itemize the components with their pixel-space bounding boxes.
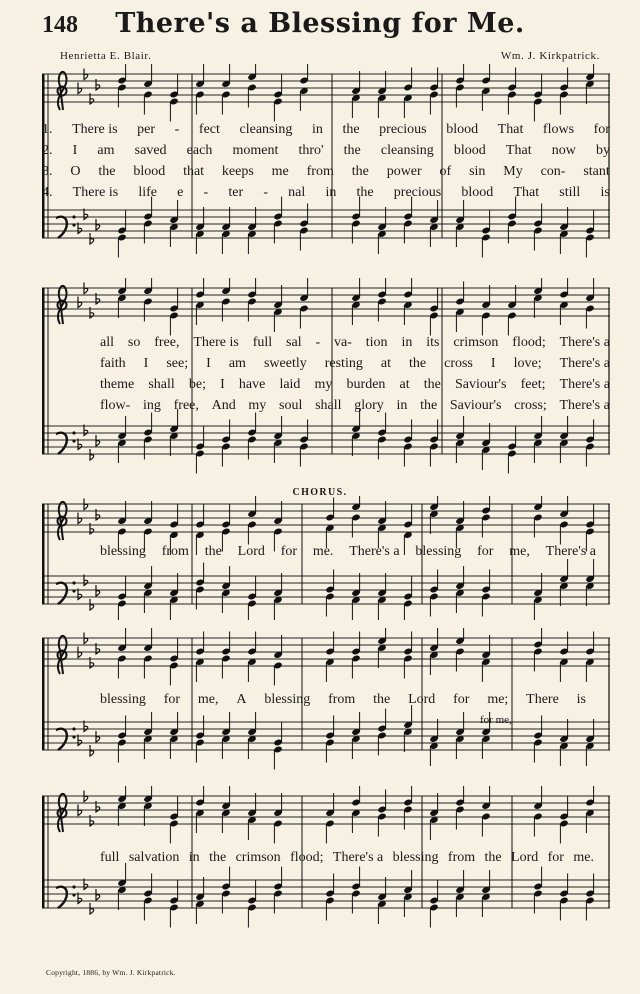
lyric-syllable: theme [100, 377, 135, 392]
bass-clef-icon [72, 431, 75, 434]
chorus-label: CHORUS. [292, 487, 348, 498]
lyric-syllable: the [356, 185, 374, 200]
chorus-line [100, 692, 586, 714]
lyric-syllable: I [206, 356, 211, 371]
lyric-syllable: soul [279, 398, 303, 413]
lyric-syllable: is [600, 185, 610, 200]
lyric-syllable: the [342, 122, 360, 137]
lyric-syllable: the [408, 356, 427, 371]
lyric-syllable: crimson [453, 335, 499, 350]
lyric-syllable: from [306, 164, 334, 179]
flat-sign-icon [96, 731, 100, 742]
lyric-syllable: is [576, 692, 586, 707]
flat-sign-icon [84, 69, 88, 80]
flat-sign-icon [96, 219, 100, 230]
lyric-syllable: its [426, 335, 440, 350]
lyric-syllable: Lord [511, 850, 539, 865]
lyric-syllable: my [314, 377, 333, 392]
bass-clef-icon [72, 439, 75, 442]
lyric-syllable: Saviour's [449, 398, 502, 413]
lyric-syllable: And [211, 398, 236, 413]
lyric-syllable: - [174, 122, 180, 137]
lyric-syllable: blood [446, 122, 479, 137]
lyric-syllable: blood [453, 143, 486, 158]
lyric-syllable: now [551, 143, 576, 158]
flat-sign-icon [84, 633, 88, 644]
verse-line [100, 335, 610, 357]
copyright-notice: Copyright, 1886, by Wm. J. Kirkpatrick. [46, 968, 176, 977]
lyric-syllable: stant [583, 164, 610, 179]
lyric-syllable: in [325, 185, 337, 200]
lyric-syllable: blessing [392, 850, 439, 865]
lyric-syllable: shall [148, 377, 175, 392]
lyric-syllable: power [386, 164, 422, 179]
lyric-syllable: from [447, 850, 476, 865]
hymn-title: There's a Blessing for Me. [115, 8, 525, 39]
lyric-syllable: That [497, 122, 524, 137]
music-system-3 [42, 496, 610, 620]
flat-sign-icon [96, 889, 100, 900]
lyric-syllable: There is [193, 335, 239, 350]
lyric-syllable: I [220, 377, 225, 392]
lyric-syllable: all [100, 335, 114, 350]
lyric-syllable: There's a [559, 356, 610, 371]
lyric-syllable: That [513, 185, 540, 200]
lyric-syllable: sweetly [263, 356, 307, 371]
lyric-syllable: from [161, 544, 189, 559]
bass-clef-icon [72, 735, 75, 738]
lyric-syllable: keeps [221, 164, 254, 179]
lyric-syllable: the [343, 143, 361, 158]
lyric-syllable: That [505, 143, 532, 158]
lyric-syllable: laid [279, 377, 301, 392]
lyric-syllable: for [547, 850, 564, 865]
lyric-syllable: cleansing [239, 122, 293, 137]
lyric-syllable: - [203, 185, 209, 200]
lyric-syllable: There is [72, 185, 119, 200]
lyric-syllable: me, [197, 692, 219, 707]
verse-line [100, 398, 610, 420]
lyric-syllable: - [263, 185, 268, 200]
verse-line [100, 356, 610, 378]
lyric-syllable: nal [288, 185, 306, 200]
lyric-syllable: the [209, 850, 227, 865]
bass-clef-icon [72, 223, 75, 226]
lyric-syllable: ter [228, 185, 244, 200]
treble-clef-icon [58, 286, 67, 324]
lyric-syllable: the [484, 850, 502, 865]
lyric-syllable: Saviour's [454, 377, 507, 392]
lyric-syllable: saved [134, 143, 167, 158]
verse-line [42, 185, 610, 207]
lyric-syllable: in [188, 850, 200, 865]
flat-sign-icon [78, 297, 82, 308]
bass-clef-icon [56, 583, 67, 604]
chorus-line [100, 544, 596, 566]
lyric-syllable: va- [334, 335, 352, 350]
lyric-syllable: flood; [512, 335, 546, 350]
lyric-syllable: There is [72, 122, 118, 137]
flat-sign-icon [90, 233, 94, 244]
lyric-syllable: me, [509, 544, 530, 559]
lyric-syllable: O [70, 164, 81, 179]
lyric-syllable: the [98, 164, 116, 179]
lyric-syllable: 2. [42, 143, 53, 158]
lyric-syllable: have [238, 377, 266, 392]
lyric-syllable: for [280, 544, 298, 559]
lyric-syllable: My [503, 164, 523, 179]
lyric-syllable: be; [188, 377, 206, 392]
verses-system-2 [42, 335, 640, 425]
lyricist-credit: Henrietta E. Blair. [60, 50, 152, 62]
lyric-syllable: am [228, 356, 246, 371]
lyric-syllable: I [72, 143, 78, 158]
treble-clef-icon [58, 72, 67, 110]
lyric-syllable: There [526, 692, 559, 707]
music-system-4 [42, 628, 610, 778]
lyric-syllable: cleansing [380, 143, 434, 158]
bass-clef-icon [72, 215, 75, 218]
lyric-syllable: the [373, 692, 391, 707]
lyric-syllable: precious [379, 122, 427, 137]
lyric-syllable: shall [315, 398, 342, 413]
verse-line [42, 143, 610, 165]
lyric-syllable: cross; [514, 398, 547, 413]
lyric-syllable: e [177, 185, 184, 200]
lyric-syllable: still [559, 185, 581, 200]
bass-clef-icon [72, 727, 75, 730]
music-system-2 [42, 278, 610, 488]
lyric-syllable: for [477, 544, 494, 559]
flat-sign-icon [78, 647, 82, 658]
lyric-syllable: There's a [349, 544, 400, 559]
flat-sign-icon [90, 903, 94, 914]
flat-sign-icon [84, 791, 88, 802]
lyric-syllable: A [236, 692, 247, 707]
lyric-syllable: me. [312, 544, 334, 559]
lyric-syllable: There's a [545, 544, 596, 559]
lyric-syllable: faith [100, 356, 126, 371]
lyric-syllable: Lord [408, 692, 436, 707]
lyric-syllable: blood [461, 185, 494, 200]
lyric-syllable: the [204, 544, 222, 559]
music-system-1 [42, 64, 610, 274]
lyric-syllable: see; [166, 356, 189, 371]
lyric-syllable: There's a [332, 850, 384, 865]
lyric-syllable: blessing [415, 544, 462, 559]
bass-clef-icon [72, 581, 75, 584]
lyric-syllable: There's a [559, 377, 610, 392]
verses-system-1 [42, 122, 610, 212]
lyric-syllable: in [401, 335, 413, 350]
treble-clef-icon [58, 502, 67, 540]
lyric-syllable: 3. [42, 164, 53, 179]
lyric-syllable: There's a [559, 398, 610, 413]
lyric-syllable: flood; [290, 850, 324, 865]
flat-sign-icon [78, 83, 82, 94]
lyric-syllable: blessing [100, 692, 146, 707]
lyric-syllable: life [138, 185, 157, 200]
flat-sign-icon [84, 283, 88, 294]
treble-clef-icon [58, 636, 67, 674]
lyric-syllable: blessing [264, 692, 311, 707]
lyric-syllable: ing [143, 398, 161, 413]
lyric-syllable: feet; [520, 377, 546, 392]
lyric-syllable: the [420, 398, 438, 413]
lyric-syllable: I [490, 356, 496, 371]
lyric-syllable: fect [198, 122, 220, 137]
lyric-syllable: by [595, 143, 610, 158]
lyric-syllable: am [97, 143, 115, 158]
lyric-syllable: full [100, 850, 120, 865]
composer-credit: Wm. J. Kirkpatrick. [500, 50, 600, 62]
flat-sign-icon [90, 745, 94, 756]
lyric-syllable: each [186, 143, 213, 158]
bass-clef-icon [56, 217, 67, 238]
lyric-syllable: burden [346, 377, 386, 392]
chorus-line [100, 850, 594, 872]
bass-clef-icon [72, 893, 75, 896]
flat-sign-icon [78, 805, 82, 816]
lyric-syllable: salvation [128, 850, 180, 865]
lyric-syllable: thro' [298, 143, 324, 158]
lyric-syllable: flow- [100, 398, 131, 413]
lyric-syllable: glory [354, 398, 384, 413]
lyric-syllable: at [380, 356, 391, 371]
chorus-line-3 [42, 850, 610, 872]
music-system-5 [42, 786, 610, 936]
lyric-syllable: crimson [235, 850, 281, 865]
lyric-syllable: sal [286, 335, 302, 350]
lyric-syllable: free, [173, 398, 199, 413]
lyric-syllable: the [351, 164, 369, 179]
chorus-line-2 [42, 692, 610, 714]
lyric-syllable: that [183, 164, 205, 179]
lyric-syllable: in [311, 122, 323, 137]
flat-sign-icon [78, 513, 82, 524]
flat-sign-icon [90, 599, 94, 610]
lyric-syllable: so [127, 335, 141, 350]
bass-clef-icon [56, 729, 67, 750]
bass-clef-icon [56, 887, 67, 908]
verse-line [42, 122, 610, 144]
lyric-syllable: per [137, 122, 156, 137]
lyric-syllable: resting [324, 356, 363, 371]
lyric-syllable: I [143, 356, 149, 371]
lyric-syllable: moment [232, 143, 279, 158]
lyric-syllable: cross [444, 356, 473, 371]
treble-clef-icon [58, 794, 67, 832]
lyric-syllable: for [163, 692, 181, 707]
lyric-syllable: me. [573, 850, 594, 865]
lyric-syllable: con- [540, 164, 566, 179]
lyric-syllable: There's a [559, 335, 610, 350]
lyric-syllable: at [399, 377, 410, 392]
verse-line [100, 377, 610, 399]
bass-clef-icon [72, 589, 75, 592]
flat-sign-icon [96, 585, 100, 596]
lyric-syllable: blood [133, 164, 166, 179]
lyric-syllable: 1. [42, 122, 53, 137]
flat-sign-icon [96, 435, 100, 446]
flat-sign-icon [84, 499, 88, 510]
lyric-syllable: Lord [237, 544, 265, 559]
chorus-line-1 [42, 544, 610, 566]
verse-line [42, 164, 610, 186]
lyric-syllable: precious [393, 185, 442, 200]
lyric-syllable: free, [154, 335, 180, 350]
page-number: 148 [42, 12, 78, 38]
lyric-syllable: full [252, 335, 273, 350]
lyric-syllable: in [396, 398, 408, 413]
bass-clef-icon [56, 433, 67, 454]
lyric-syllable: flows [542, 122, 575, 137]
lyric-syllable: me [271, 164, 289, 179]
lyric-syllable: blessing [100, 544, 146, 559]
lyric-syllable: love; [513, 356, 542, 371]
lyric-syllable: sin [469, 164, 486, 179]
flat-sign-icon [90, 449, 94, 460]
lyric-syllable: from [328, 692, 356, 707]
lyric-syllable: the [423, 377, 441, 392]
bass-clef-icon [72, 885, 75, 888]
lyric-syllable: for [453, 692, 470, 707]
lyric-syllable: 4. [42, 185, 53, 200]
lyric-syllable: - [315, 335, 321, 350]
lyric-syllable: my [248, 398, 267, 413]
lyric-syllable: me; [487, 692, 509, 707]
lyric-syllable: tion [365, 335, 388, 350]
bass-lyric: for me, [480, 714, 512, 726]
lyric-syllable: of [439, 164, 452, 179]
lyric-syllable: for [593, 122, 610, 137]
